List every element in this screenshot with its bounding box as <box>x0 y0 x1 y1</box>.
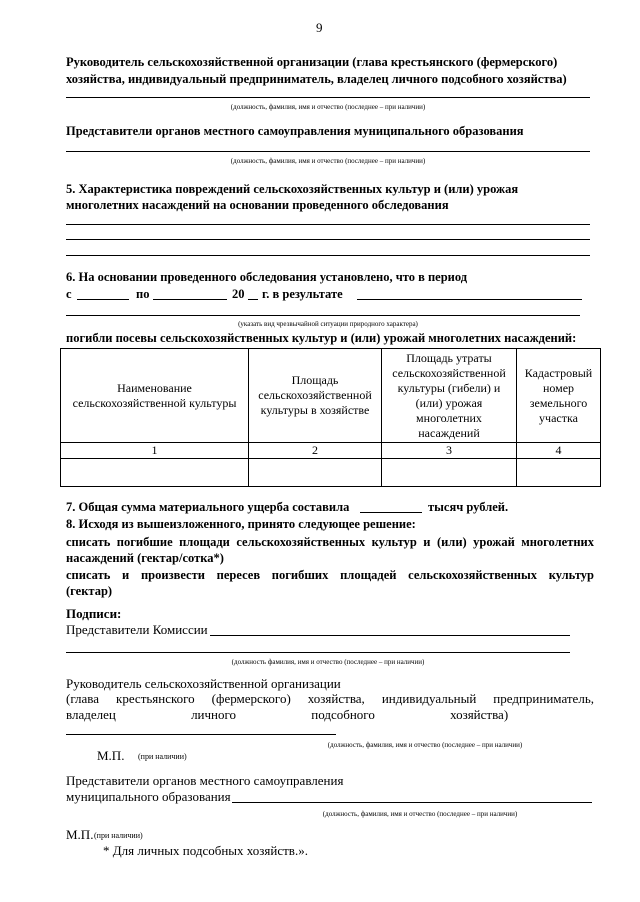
head-signature-line-2[interactable] <box>66 734 336 735</box>
losses-table <box>60 348 601 487</box>
table-cell[interactable] <box>382 459 517 487</box>
column-number: 2 <box>249 443 382 459</box>
reps-signature-line[interactable] <box>66 151 590 152</box>
table-cell[interactable] <box>249 459 382 487</box>
table-cell[interactable] <box>517 459 601 487</box>
decision-1-line-1: списать погибшие площади сельскохозяйственных культур и (или) урожай многолетних <box>66 535 594 549</box>
column-number: 1 <box>61 443 249 459</box>
table-number-row <box>61 443 601 459</box>
section-6-from: с <box>66 287 72 301</box>
result-fill-line[interactable] <box>357 299 582 300</box>
reps-sign-caption: (должность, фамилия, имя и отчество (последнее – при наличии) <box>322 810 518 818</box>
head-caption: (должность, фамилия, имя и отчество (последнее – при наличии) <box>230 103 426 111</box>
header-crop-area: Площадь сельскохозяйственной культуры в хозяйстве <box>249 349 382 443</box>
section-7-before: 7. Общая сумма материального ущерба составила <box>66 500 350 514</box>
page-number: 9 <box>316 20 323 35</box>
header-crop-name: Наименование сельскохозяйственной культуры <box>61 349 249 443</box>
seal-label-2: М.П. <box>66 827 94 842</box>
head-sign-line-3-text: владелец личного подсобного хозяйства) <box>66 707 509 722</box>
commission-label: Представители Комиссии <box>66 622 208 637</box>
decision-2-line-1: списать и произвести пересев погибших площадей сельскохозяйственных культур <box>66 568 594 582</box>
reps-heading: Представители органов местного самоуправления муниципального образования <box>66 124 524 138</box>
section-5-line-2: многолетних насаждений на основании проведенного обследования <box>66 198 449 212</box>
date-from-line[interactable] <box>77 299 129 300</box>
column-number: 4 <box>517 443 601 459</box>
emergency-type-line[interactable] <box>66 315 580 316</box>
head-sign-line-2: (глава крестьянского (фермерского) хозяйства, индивидуальный предприниматель, <box>66 691 594 706</box>
decision-1-line-2: насаждений (гектар/сотка*) <box>66 551 224 565</box>
table-cell[interactable] <box>61 459 249 487</box>
reps-caption: (должность, фамилия, имя и отчество (последнее – при наличии) <box>230 157 426 165</box>
head-sign-line-1: Руководитель сельскохозяйственной организации <box>66 676 341 691</box>
damage-amount-line[interactable] <box>360 512 422 513</box>
decision-2-line-2: (гектар) <box>66 584 113 598</box>
reps-sign-line-2: муниципального образования <box>66 789 231 804</box>
section-7-after: тысяч рублей. <box>428 500 509 514</box>
section-5-fill-line[interactable] <box>66 255 590 256</box>
section-6-result: г. в результате <box>262 287 343 301</box>
date-to-line[interactable] <box>153 299 227 300</box>
head-line-1: Руководитель сельскохозяйственной организации (глава крестьянского (фермерского) <box>66 55 558 69</box>
commission-signature-line[interactable] <box>66 652 570 653</box>
section-5-fill-line[interactable] <box>66 224 590 225</box>
reps-sign-line-1: Представители органов местного самоуправления <box>66 773 344 788</box>
section-6-to: по <box>136 287 150 301</box>
head-line-2: хозяйства, индивидуальный предприниматель, владелец личного подсобного хозяйства) <box>66 72 567 86</box>
table-row <box>61 459 601 487</box>
header-cadastral-number: Кадастровый номер земельного участка <box>517 349 601 443</box>
table-header-row <box>61 349 601 443</box>
signatures-title: Подписи: <box>66 606 122 621</box>
reps-sign-line[interactable] <box>232 802 592 803</box>
section-6-line-3: погибли посевы сельскохозяйственных культур и (или) урожай многолетних насаждений: <box>66 331 577 345</box>
head-signature-line[interactable] <box>66 97 590 98</box>
head-sign-caption: (должность, фамилия, имя и отчество (последнее – при наличии) <box>327 741 523 749</box>
seal-note-2: (при наличии) <box>94 831 143 840</box>
emergency-type-caption: (указать вид чрезвычайной ситуации природного характера) <box>238 320 418 328</box>
commission-caption: (должность фамилия, имя и отчество (последнее – при наличии) <box>231 658 425 666</box>
seal-note-1: (при наличии) <box>138 752 187 761</box>
head-sign-line-3 <box>66 707 594 723</box>
column-number: 3 <box>382 443 517 459</box>
commission-signature-line[interactable] <box>210 635 570 636</box>
footnote: * Для личных подсобных хозяйств.». <box>103 843 308 858</box>
seal-label-1: М.П. <box>97 748 125 763</box>
section-5-line-1: 5. Характеристика повреждений сельскохозяйственных культур и (или) урожая <box>66 182 519 196</box>
section-8-heading: 8. Исходя из вышеизложенного, принято следующее решение: <box>66 517 416 531</box>
section-6-year: 20 <box>232 287 245 301</box>
section-6-line-1: 6. На основании проведенного обследования установлено, что в период <box>66 270 468 284</box>
section-5-fill-line[interactable] <box>66 239 590 240</box>
year-fill-line[interactable] <box>248 299 258 300</box>
header-loss-area: Площадь утраты сельскохозяйственной культуры (гибели) и (или) урожая многолетних насаждений <box>382 349 517 443</box>
